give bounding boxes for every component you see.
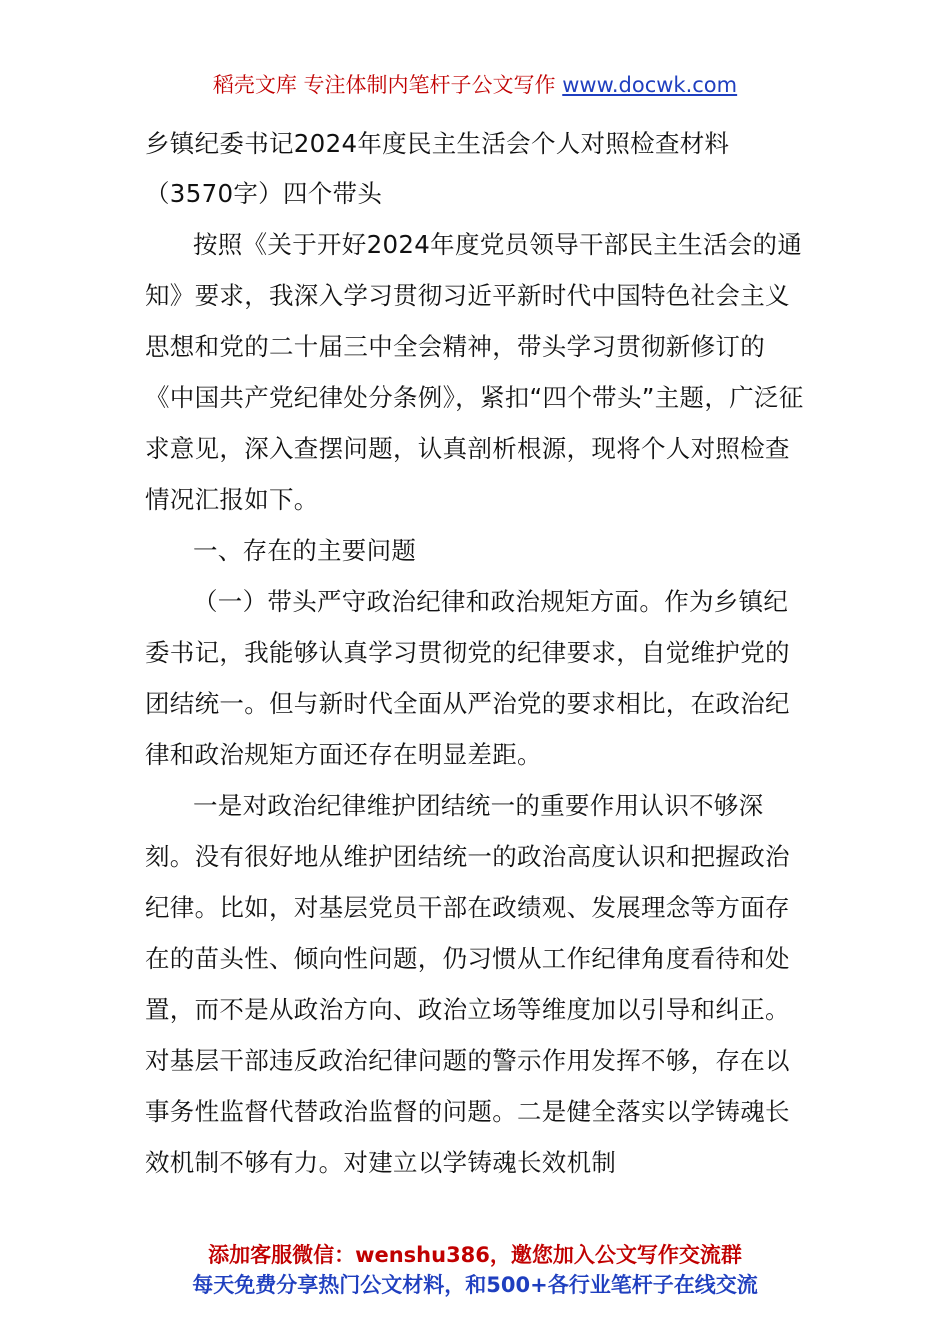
- page-footer: [0, 1240, 950, 1300]
- document-title: 乡镇纪委书记2024年度民主生活会个人对照检查材料（3570字）四个带头: [145, 129, 730, 208]
- document-body: [145, 119, 810, 1188]
- page-header: [0, 70, 950, 100]
- paragraph-subsection-1: （一）带头严守政治纪律和政治规矩方面。作为乡镇纪委书记，我能够认真学习贯彻党的纪律要求，自觉维护党的团结统一。但与新时代全面从严治党的要求相比，在政治纪律和政治规矩方面还存在明显差距。: [145, 587, 790, 769]
- site-url-link[interactable]: www.docwk.com: [562, 73, 738, 97]
- section-heading: 一、存在的主要问题: [193, 536, 417, 565]
- brand-text: 稻壳文库 专注体制内笔杆子公文写作: [212, 73, 556, 97]
- paragraph-problems: 一是对政治纪律维护团结统一的重要作用认识不够深刻。没有很好地从维护团结统一的政治高度认识和把握政治纪律。比如，对基层党员干部在政绩观、发展理念等方面存在的苗头性、倾向性问题，仍习惯从工作纪律角度看待和处置，而不是从政治方向、政治立场等维度加以引导和纠正。对基层干部违反政治纪律问题的警示作用发挥不够，存在以事务性监督代替政治监督的问题。二是健全落实以学铸魂长效机制不够有力。对建立以学铸魂长效机制: [145, 791, 790, 1177]
- footer-promo-line: 每天免费分享热门公文材料，和500+各行业笔杆子在线交流: [192, 1273, 758, 1297]
- paragraph-intro: 按照《关于开好2024年度党员领导干部民主生活会的通知》要求，我深入学习贯彻习近平新时代中国特色社会主义思想和党的二十届三中全会精神，带头学习贯彻新修订的《中国共产党纪律处分条例》，紧扣“四个带头”主题，广泛征求意见，深入查摆问题，认真剖析根源，现将个人对照检查情况汇报如下。: [145, 230, 804, 514]
- footer-contact-line: 添加客服微信：wenshu386，邀您加入公文写作交流群: [208, 1243, 742, 1267]
